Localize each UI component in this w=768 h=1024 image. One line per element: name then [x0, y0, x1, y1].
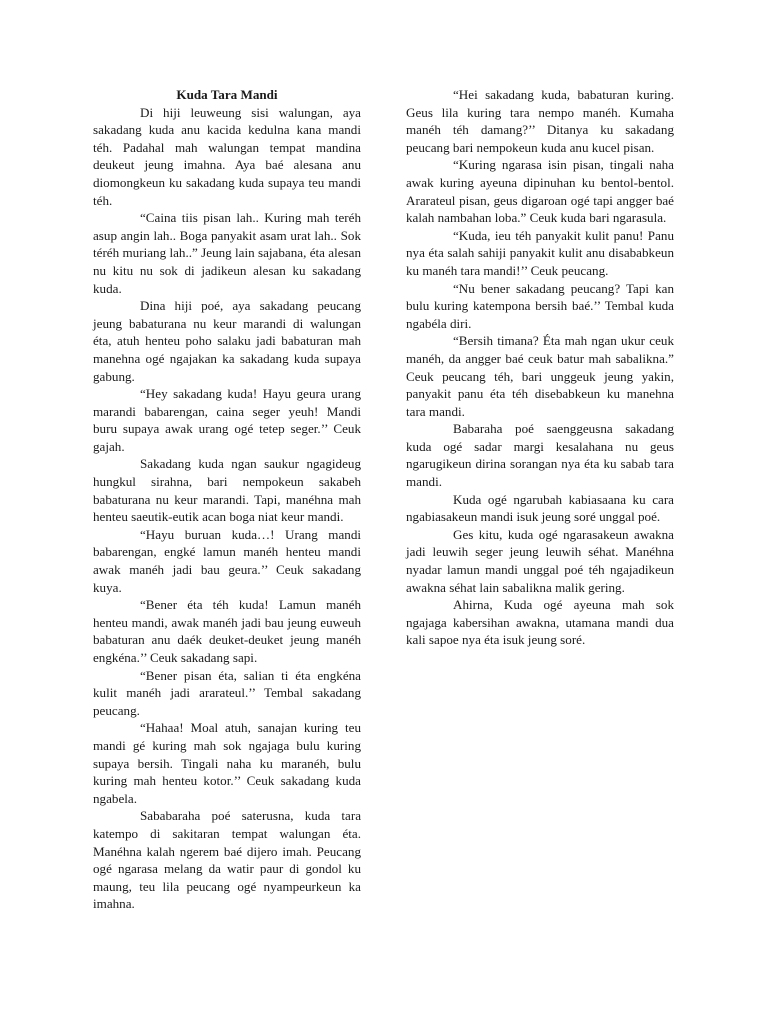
paragraph: Sakadang kuda ngan saukur ngagideug hungkul sirahna, bari nempokeun sakabeh babaturana nu keur marandi. Tapi, manéhna mah henteu saeutik-eutik acan boga niat keur mandi.: [93, 456, 361, 525]
paragraph: Dina hiji poé, aya sakadang peucang jeung babaturana nu keur marandi di walungan éta, atuh henteu poho salaku jadi babaturan mah manehna ogé ngajakan ka sakadang kuda supaya gabung.: [93, 298, 361, 384]
paragraph: “Bersih timana? Éta mah ngan ukur ceuk manéh, da angger baé ceuk batur mah sabalikna.” Ceuk peucang téh, bari unggeuk jeung yakin, panyakit panu éta téh disebabkeun ku manehna tara mandi.: [406, 333, 674, 419]
left-column: [93, 86, 361, 913]
paragraph: Kuda ogé ngarubah kabiasaana ku cara ngabiasakeun mandi isuk jeung soré unggal poé.: [406, 491, 674, 525]
paragraph: “Hei sakadang kuda, babaturan kuring. Geus lila kuring tara nempo manéh. Kumaha manéh téh damang?’’ Ditanya ku sakadang peucang bari nempokeun kuda anu kucel pisan.: [406, 87, 674, 155]
paragraph: “Bener éta téh kuda! Lamun manéh henteu mandi, awak manéh jadi bau jeung euweuh babaturan anu daék deuket-deuket jeung manéh engkéna.’’ Ceuk sakadang sapi.: [93, 597, 361, 665]
paragraph: Di hiji leuweung sisi walungan, aya sakadang kuda anu kacida kedulna kana mandi téh. Padahal mah walungan tempat mandina deukeut jeung imahna. Aya baé alesana anu diomongkeun ku sakadang kuda supaya teu mandi téh.: [93, 104, 361, 208]
paragraph: “Hayu buruan kuda…! Urang mandi babarengan, engké lamun manéh henteu mandi awak manéh jadi bau geura.’’ Ceuk sakadang kuya.: [93, 526, 361, 595]
paragraph: “Caina tiis pisan lah.. Kuring mah teréh asup angin lah.. Boga panyakit asam urat lah.. Sok téréh muriang lah..” Jeung lain sajabana, éta alesan nu kitu nu sok di jadikeun alesan ku sakadang kuda.: [93, 210, 361, 296]
paragraph: “Bener pisan éta, salian ti éta engkéna kulit manéh jadi ararateul.’’ Tembal sakadang peucang.: [93, 667, 361, 718]
paragraph: Ahirna, Kuda ogé ayeuna mah sok ngajaga kabersihan awakna, utamana mandi dua kali sapoe nya éta isuk jeung soré.: [406, 597, 674, 648]
paragraph: “Kuring ngarasa isin pisan, tingali naha awak kuring ayeuna dipinuhan ku bentol-bentol. Ararateul pisan, geus digaroan ogé tapi angger baé kalah nambahan loba.” Ceuk kuda bari ngarasula.: [406, 157, 674, 226]
paragraph: “Hey sakadang kuda! Hayu geura urang marandi babarengan, caina seger yeuh! Mandi buru supaya awak urang ogé tetep seger.’’ Ceuk gajah.: [93, 386, 361, 454]
paragraph: Sababaraha poé saterusna, kuda tara katempo di sakitaran tempat walungan éta. Manéhna kalah ngerem baé dijero imah. Peucang ogé ngarasa melang da watir paur di gondol ku maung, teu lila peucang ogé nyampeurkeun ka imahna.: [93, 808, 361, 912]
paragraph: “Nu bener sakadang peucang? Tapi kan bulu kuring katempona bersih baé.’’ Tembal kuda ngabéla diri.: [406, 280, 674, 331]
paragraph: “Hahaa! Moal atuh, sanajan kuring teu mandi gé kuring mah sok ngajaga bulu kuring supaya bersih. Tingali naha ku maranéh, bulu kuring mah henteu kotor.’’ Ceuk sakadang kuda ngabela.: [93, 720, 361, 806]
right-column: [406, 86, 674, 649]
paragraph: “Kuda, ieu téh panyakit kulit panu! Panu nya éta salah sahiji panyakit kulit anu disababkeun ku manéh tara mandi!’’ Ceuk peucang.: [406, 227, 674, 278]
paragraph: Ges kitu, kuda ogé ngarasakeun awakna jadi leuwih seger jeung leuwih séhat. Manéhna nyadar lamun mandi unggal poé téh ngajadikeun awakna séhat lain sabalikna malik gering.: [406, 526, 674, 595]
paragraph: Babaraha poé saenggeusna sakadang kuda ogé sadar margi kesalahana nu geus ngarugikeun dirina sorangan nya éta ku sabab tara mandi.: [406, 421, 674, 490]
story-title: Kuda Tara Mandi: [176, 87, 278, 102]
